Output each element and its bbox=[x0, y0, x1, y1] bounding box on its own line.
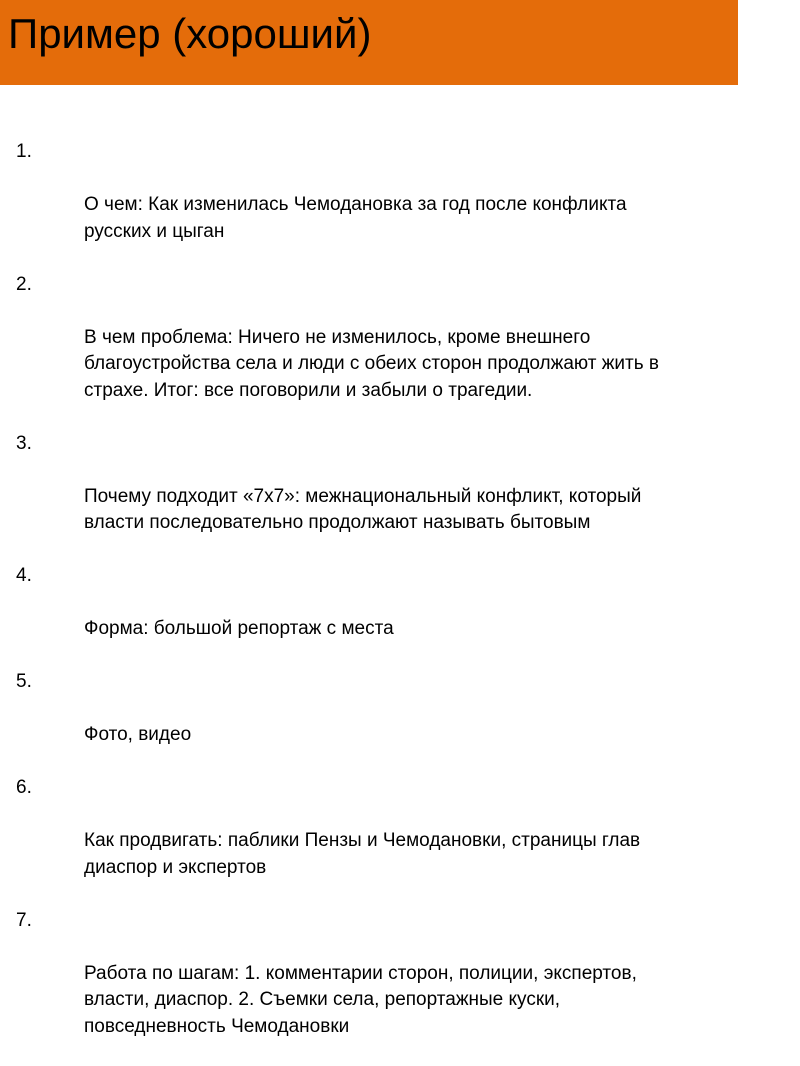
numbered-list bbox=[0, 139, 800, 1066]
list-item bbox=[0, 563, 800, 669]
title-bar bbox=[0, 0, 738, 85]
list-item-number: 5. bbox=[16, 669, 32, 696]
list-item-text: Форма: большой репортаж с места bbox=[84, 616, 784, 643]
list-item bbox=[0, 431, 800, 564]
list-item bbox=[0, 775, 800, 908]
list-item-number: 7. bbox=[16, 908, 32, 935]
list-item bbox=[0, 139, 800, 272]
list-item bbox=[0, 669, 800, 775]
list-item-number: 2. bbox=[16, 272, 32, 299]
slide-title: Пример (хороший) bbox=[8, 8, 371, 60]
list-item-text: Как продвигать: паблики Пензы и Чемодановки, страницы глав диаспор и экспертов bbox=[84, 828, 784, 881]
list-item bbox=[0, 272, 800, 431]
list-item-text: В чем проблема: Ничего не изменилось, кроме внешнего благоустройства села и люди с обеих сторон продолжают жить в страхе. Итог: все поговорили и забыли о трагедии. bbox=[84, 325, 784, 405]
list-item-text: Почему подходит «7х7»: межнациональный конфликт, который власти последовательно продолжают называть бытовым bbox=[84, 484, 784, 537]
list-item-number: 4. bbox=[16, 563, 32, 590]
list-item bbox=[0, 908, 800, 1066]
list-item-text: О чем: Как изменилась Чемодановка за год после конфликта русских и цыган bbox=[84, 192, 784, 245]
list-item-number: 6. bbox=[16, 775, 32, 802]
list-item-number: 1. bbox=[16, 139, 32, 166]
list-item-text: Фото, видео bbox=[84, 722, 784, 749]
list-item-text: Работа по шагам: 1. комментарии сторон, полиции, экспертов, власти, диаспор. 2. Съемки села, репортажные куски, повседневность Чемодановки bbox=[84, 961, 784, 1041]
list-item-number: 3. bbox=[16, 431, 32, 458]
